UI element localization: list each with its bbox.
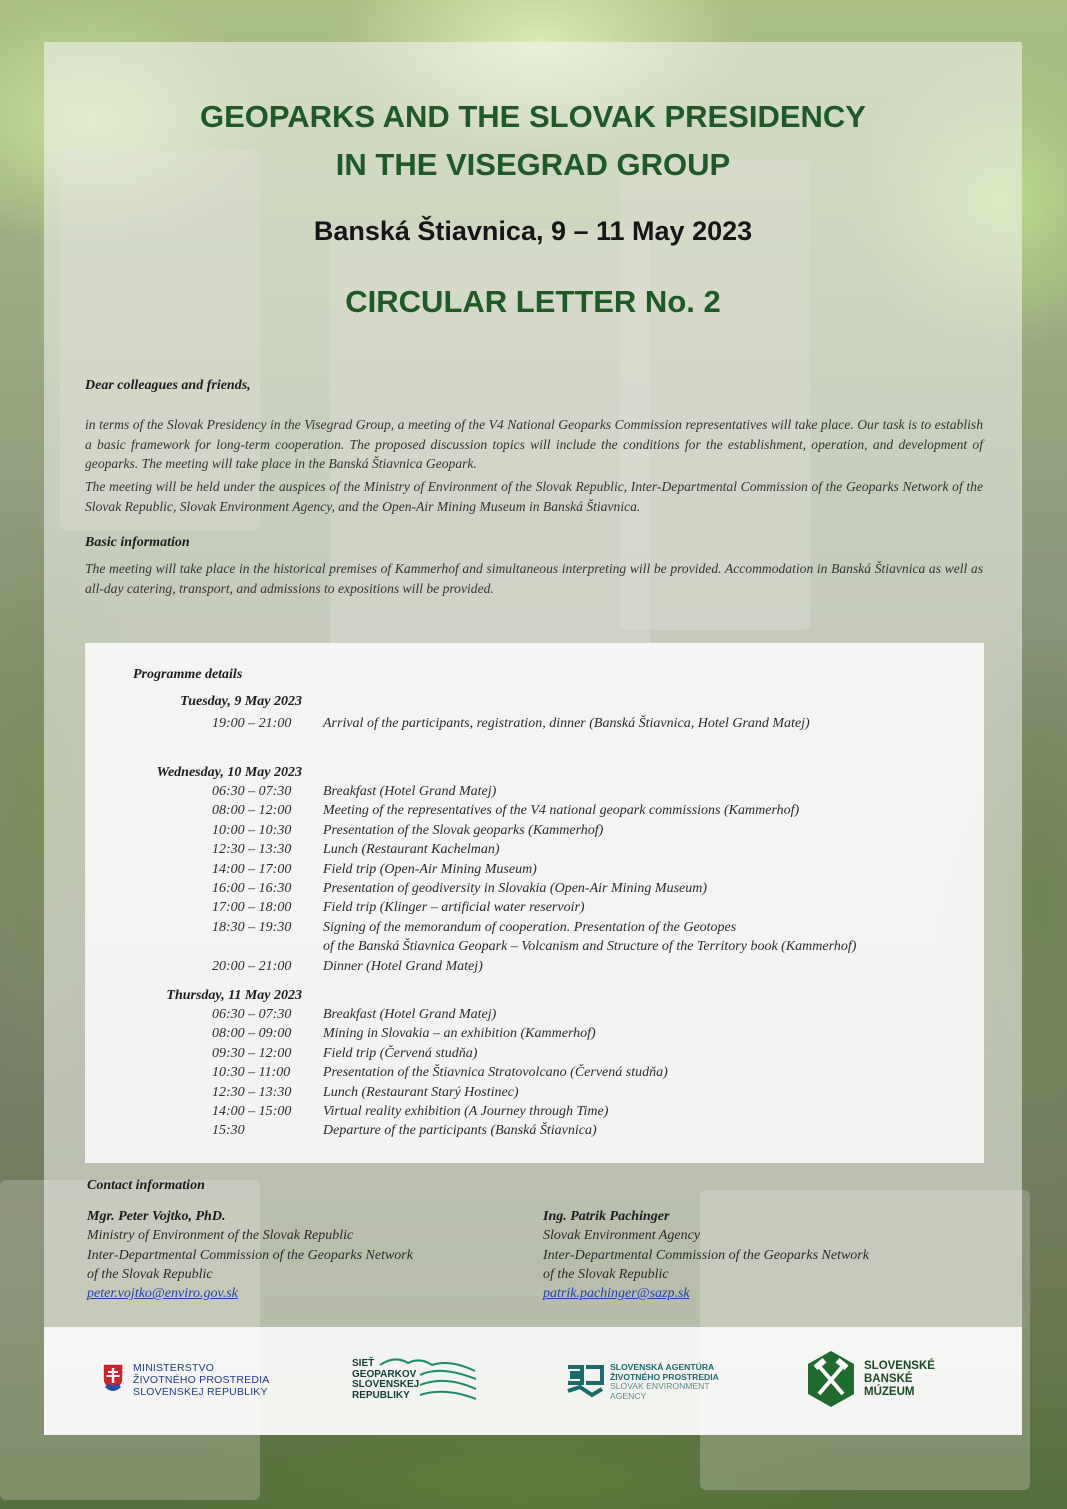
schedule-time: 14:00 – 17:00 [212, 861, 292, 877]
place-date: Banská Štiavnica, 9 – 11 May 2023 [313, 216, 753, 246]
schedule-row [0, 1065, 1000, 1084]
contact-line: of the Slovak Republic [543, 1266, 669, 1282]
ministry-logo-line: SLOVENSKEJ REPUBLIKY [133, 1386, 268, 1398]
agency-logo-line: AGENCY [610, 1390, 647, 1401]
schedule-time: 08:00 – 12:00 [212, 803, 292, 819]
schedule-row [0, 1026, 1000, 1045]
museum-logo-line: MÚZEUM [864, 1386, 915, 1398]
schedule-row [0, 1104, 1000, 1123]
schedule-activity: Field trip (Open-Air Mining Museum) [323, 861, 537, 877]
schedule-time: 10:30 – 11:00 [212, 1065, 291, 1081]
schedule-row [0, 803, 1000, 822]
schedule-time: 08:00 – 09:00 [212, 1026, 292, 1042]
schedule-row [0, 959, 1000, 978]
schedule-activity: Breakfast (Hotel Grand Matej) [323, 784, 497, 799]
schedule-row [0, 1085, 1000, 1104]
schedule-activity: Presentation of the Slovak geoparks (Kammerhof) [323, 822, 604, 838]
programme-heading: Programme details [133, 667, 243, 682]
circular-letter-heading: CIRCULAR LETTER No. 2 [345, 284, 721, 319]
schedule-activity: Departure of the participants (Banská Štiavnica) [323, 1123, 597, 1139]
schedule-row [0, 862, 1000, 881]
schedule-activity: Lunch (Restaurant Starý Hostinec) [323, 1084, 519, 1100]
environment-agency-logo [564, 1361, 744, 1405]
day-label: Tuesday, 9 May 2023 [180, 694, 302, 709]
schedule-activity: Dinner (Hotel Grand Matej) [323, 958, 483, 974]
partner-logos-bar [44, 1327, 1022, 1435]
schedule-activity: Virtual reality exhibition (A Journey through Time) [323, 1104, 609, 1119]
museum-logo-line: BANSKÉ [864, 1373, 913, 1385]
schedule-time: 09:30 – 12:00 [212, 1045, 292, 1061]
sazp-emblem-icon [564, 1361, 606, 1401]
schedule-time: 14:00 – 15:00 [212, 1104, 292, 1119]
schedule-row [0, 1007, 1000, 1026]
schedule-time: 06:30 – 07:30 [212, 1007, 292, 1022]
contact-heading: Contact information [87, 1178, 205, 1193]
schedule-activity: of the Banská Štiavnica Geopark – Volcanism and Structure of the Territory book (Kammerhof) [323, 939, 857, 955]
contact-line: Inter-Departmental Commission of the Geoparks Network [87, 1247, 413, 1263]
geoparks-logo-line: SLOVENSKEJ [352, 1379, 420, 1390]
schedule-activity: Arrival of the participants, registration, dinner (Banská Štiavnica, Hotel Grand Matej) [323, 716, 810, 731]
schedule-time: 12:30 – 13:30 [212, 842, 292, 858]
contact-name: Mgr. Peter Vojtko, PhD. [87, 1209, 226, 1224]
schedule-activity: Signing of the memorandum of cooperation. Presentation of the Geotopes [323, 919, 737, 935]
schedule-row [0, 716, 1000, 735]
schedule-time: 06:30 – 07:30 [212, 784, 292, 799]
schedule-row [0, 784, 1000, 803]
schedule-time: 10:00 – 10:30 [212, 822, 292, 838]
contact-email-link[interactable]: peter.vojtko@enviro.gov.sk [87, 1286, 238, 1302]
greeting: Dear colleagues and friends, [85, 378, 251, 393]
schedule-row [0, 1046, 1000, 1065]
basic-info-heading: Basic information [85, 535, 190, 550]
geoparks-logo-line: SIEŤ [352, 1358, 375, 1369]
schedule-time: 16:00 – 16:30 [212, 881, 292, 896]
contact-line: Ministry of Environment of the Slovak Republic [87, 1228, 354, 1244]
schedule-activity: Meeting of the representatives of the V4 national geopark commissions (Kammerhof) [323, 803, 800, 819]
agency-logo-line: SLOVAK ENVIRONMENT [610, 1381, 710, 1391]
schedule-row [0, 1123, 1000, 1142]
slovak-coat-of-arms-icon [102, 1363, 124, 1393]
schedule-row [0, 900, 1000, 919]
contact-right [543, 1207, 963, 1303]
title-line-2: IN THE VISEGRAD GROUP [335, 147, 731, 182]
contact-email-link[interactable]: patrik.pachinger@sazp.sk [543, 1286, 690, 1302]
mining-museum-logo [806, 1350, 956, 1410]
crossed-hammers-icon [806, 1350, 856, 1408]
schedule-activity: Lunch (Restaurant Kachelman) [323, 842, 500, 858]
agency-logo-line: ŽIVOTNÉHO PROSTREDIA [610, 1371, 719, 1382]
schedule-activity: Field trip (Červená studňa) [323, 1045, 478, 1061]
basic-info-text: The meeting will take place in the historical premises of Kammerhof and simultaneous interpreting will be provided. Accommodation in Banská Štiavnica as well as all-day catering, transport, and admissions to expositions will be provided. [85, 561, 983, 596]
schedule-time: 15:30 [212, 1123, 245, 1139]
schedule-activity: Breakfast (Hotel Grand Matej) [323, 1007, 497, 1022]
contact-name: Ing. Patrik Pachinger [543, 1209, 670, 1224]
page-title [44, 93, 1022, 189]
schedule-time: 19:00 – 21:00 [212, 716, 292, 731]
contact-line: Slovak Environment Agency [543, 1228, 701, 1244]
schedule-time: 18:30 – 19:30 [212, 919, 292, 935]
geoparks-network-logo [350, 1355, 480, 1407]
schedule-row [0, 939, 1000, 958]
geoparks-logo-line: GEOPARKOV [352, 1368, 417, 1380]
schedule-row [0, 881, 1000, 900]
schedule-row [0, 842, 1000, 861]
schedule-activity: Presentation of the Štiavnica Stratovolcano (Červená studňa) [323, 1065, 668, 1081]
day-label: Thursday, 11 May 2023 [166, 988, 302, 1003]
ministry-logo-line: ŽIVOTNÉHO PROSTREDIA [133, 1374, 270, 1386]
agency-logo-line: SLOVENSKÁ AGENTÚRA [610, 1362, 715, 1372]
intro-paragraph-1: in terms of the Slovak Presidency in the Visegrad Group, a meeting of the V4 National Geoparks Commission representatives will take place. Our task is to establish a basic framework for long-term cooperation. The proposed discussion topics will include the conditions for the establishment, operation, and development of geoparks. The meeting will take place in the Banská Štiavnica Geopark. [85, 417, 983, 471]
geoparks-logo-line: REPUBLIKY [352, 1389, 410, 1401]
contact-line: Inter-Departmental Commission of the Geoparks Network [543, 1247, 869, 1263]
schedule-row [0, 823, 1000, 842]
schedule-activity: Mining in Slovakia – an exhibition (Kammerhof) [323, 1026, 596, 1042]
intro-paragraph-2: The meeting will be held under the auspices of the Ministry of Environment of the Slovak Republic, Inter-Departmental Commission of the Geoparks Network of the Slovak Republic, Slovak Environment Agency, and the Open-Air Mining Museum in Banská Štiavnica. [85, 479, 983, 514]
schedule-row [0, 920, 1000, 939]
ministry-logo-line: MINISTERSTVO [133, 1362, 215, 1374]
museum-logo-line: SLOVENSKÉ [864, 1360, 935, 1372]
schedule-activity: Presentation of geodiversity in Slovakia (Open-Air Mining Museum) [323, 881, 708, 896]
schedule-time: 20:00 – 21:00 [212, 958, 292, 974]
contact-line: of the Slovak Republic [87, 1266, 213, 1282]
contact-left [87, 1207, 487, 1303]
schedule-activity: Field trip (Klinger – artificial water reservoir) [323, 900, 585, 916]
schedule-time: 12:30 – 13:30 [212, 1084, 292, 1100]
title-line-1: GEOPARKS AND THE SLOVAK PRESIDENCY [199, 99, 866, 134]
day-label: Wednesday, 10 May 2023 [156, 765, 302, 780]
ministry-logo [102, 1359, 302, 1403]
schedule-time: 17:00 – 18:00 [212, 900, 292, 916]
